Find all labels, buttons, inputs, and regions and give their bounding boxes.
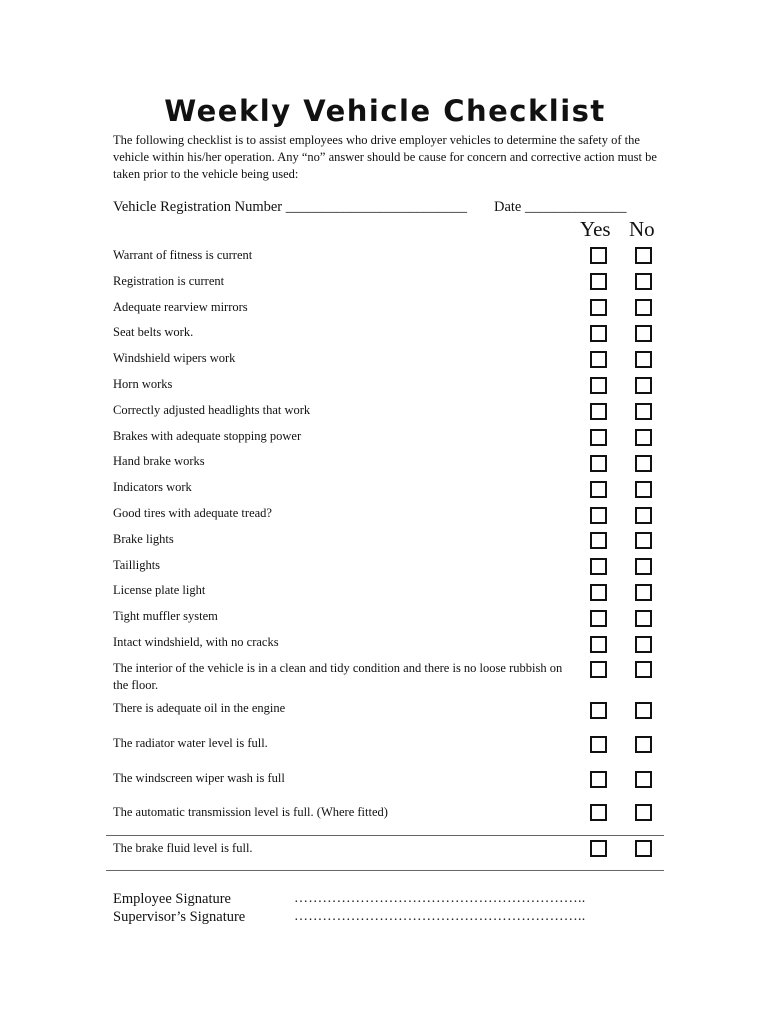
no-checkbox[interactable] bbox=[635, 558, 652, 575]
supervisor-signature-line[interactable]: …………………………………………………….. bbox=[294, 909, 586, 924]
checklist-item-label: The brake fluid level is full. bbox=[113, 841, 253, 855]
no-checkbox[interactable] bbox=[635, 661, 652, 678]
checklist-item-label: Good tires with adequate tread? bbox=[113, 506, 272, 520]
yes-checkbox[interactable] bbox=[590, 804, 607, 821]
yes-checkbox[interactable] bbox=[590, 247, 607, 264]
checklist-item-label: Brake lights bbox=[113, 532, 174, 546]
yes-checkbox[interactable] bbox=[590, 661, 607, 678]
date-field[interactable] bbox=[494, 199, 627, 216]
registration-number-field[interactable] bbox=[113, 199, 467, 216]
no-checkbox[interactable] bbox=[635, 481, 652, 498]
yes-checkbox[interactable] bbox=[590, 403, 607, 420]
no-checkbox[interactable] bbox=[635, 299, 652, 316]
no-checkbox[interactable] bbox=[635, 403, 652, 420]
checklist-item-label: There is adequate oil in the engine bbox=[113, 701, 286, 715]
page-title: Weekly Vehicle Checklist bbox=[164, 94, 606, 128]
checklist-item-label: The windscreen wiper wash is full bbox=[113, 771, 285, 785]
checklist-item-label: Horn works bbox=[113, 377, 173, 391]
yes-checkbox[interactable] bbox=[590, 455, 607, 472]
checklist-item-label: Windshield wipers work bbox=[113, 351, 236, 365]
no-column-header: No bbox=[629, 217, 655, 241]
yes-checkbox[interactable] bbox=[590, 771, 607, 788]
no-checkbox[interactable] bbox=[635, 804, 652, 821]
checklist-item-label: Registration is current bbox=[113, 274, 225, 288]
checklist-item-label: Brakes with adequate stopping power bbox=[113, 429, 302, 443]
checklist-item-label: Seat belts work. bbox=[113, 325, 194, 339]
no-checkbox[interactable] bbox=[635, 247, 652, 264]
no-checkbox[interactable] bbox=[635, 532, 652, 549]
yes-checkbox[interactable] bbox=[590, 702, 607, 719]
yes-checkbox[interactable] bbox=[590, 429, 607, 446]
yes-checkbox[interactable] bbox=[590, 736, 607, 753]
no-checkbox[interactable] bbox=[635, 273, 652, 290]
no-checkbox[interactable] bbox=[635, 429, 652, 446]
date-blank[interactable]: ______________ bbox=[525, 199, 627, 215]
yes-checkbox[interactable] bbox=[590, 299, 607, 316]
no-checkbox[interactable] bbox=[635, 736, 652, 753]
no-checkbox[interactable] bbox=[635, 325, 652, 342]
no-checkbox[interactable] bbox=[635, 840, 652, 857]
no-checkbox[interactable] bbox=[635, 351, 652, 368]
employee-signature-line[interactable]: …………………………………………………….. bbox=[294, 891, 586, 906]
yes-checkbox[interactable] bbox=[590, 636, 607, 653]
checklist-item-label: Tight muffler system bbox=[113, 609, 218, 623]
yes-checkbox[interactable] bbox=[590, 377, 607, 394]
yes-checkbox[interactable] bbox=[590, 840, 607, 857]
checklist-item-label: Taillights bbox=[113, 558, 161, 572]
yes-checkbox[interactable] bbox=[590, 325, 607, 342]
intro-paragraph: The following checklist is to assist employees who drive employer vehicles to determine the safety of the vehicle within his/her operation. Any “no” answer should be cause for concern and corrective action must be taken prior to the vehicle being used: bbox=[113, 133, 657, 181]
checklist-item-label: The automatic transmission level is full. (Where fitted) bbox=[113, 805, 388, 819]
no-checkbox[interactable] bbox=[635, 610, 652, 627]
yes-checkbox[interactable] bbox=[590, 481, 607, 498]
checklist-item-label: The radiator water level is full. bbox=[113, 736, 268, 750]
checklist-item-label: Indicators work bbox=[113, 480, 192, 494]
yes-column-header: Yes bbox=[580, 217, 611, 241]
checklist-item-label: Hand brake works bbox=[113, 454, 205, 468]
date-label: Date bbox=[494, 199, 522, 215]
yes-checkbox[interactable] bbox=[590, 558, 607, 575]
supervisor-signature-label: Supervisor’s Signature bbox=[113, 909, 246, 925]
checklist-item-label: Correctly adjusted headlights that work bbox=[113, 403, 311, 417]
yes-checkbox[interactable] bbox=[590, 532, 607, 549]
no-checkbox[interactable] bbox=[635, 377, 652, 394]
checklist-item-label: Warrant of fitness is current bbox=[113, 248, 253, 262]
checklist-item-label: License plate light bbox=[113, 583, 206, 597]
registration-number-label: Vehicle Registration Number bbox=[113, 199, 283, 215]
divider-line bbox=[106, 870, 664, 871]
yes-checkbox[interactable] bbox=[590, 507, 607, 524]
no-checkbox[interactable] bbox=[635, 584, 652, 601]
no-checkbox[interactable] bbox=[635, 771, 652, 788]
no-checkbox[interactable] bbox=[635, 636, 652, 653]
no-checkbox[interactable] bbox=[635, 455, 652, 472]
checklist-item-label: The interior of the vehicle is in a clean and tidy condition and there is no loose rubbish on the floor. bbox=[113, 661, 563, 692]
no-checkbox[interactable] bbox=[635, 507, 652, 524]
yes-checkbox[interactable] bbox=[590, 610, 607, 627]
no-checkbox[interactable] bbox=[635, 702, 652, 719]
yes-checkbox[interactable] bbox=[590, 273, 607, 290]
checklist-item-label: Adequate rearview mirrors bbox=[113, 300, 248, 314]
checklist-item-label: Intact windshield, with no cracks bbox=[113, 635, 279, 649]
divider-line bbox=[106, 835, 664, 836]
registration-number-blank[interactable]: _________________________ bbox=[285, 199, 467, 215]
employee-signature-label: Employee Signature bbox=[113, 891, 231, 907]
yes-checkbox[interactable] bbox=[590, 351, 607, 368]
yes-checkbox[interactable] bbox=[590, 584, 607, 601]
